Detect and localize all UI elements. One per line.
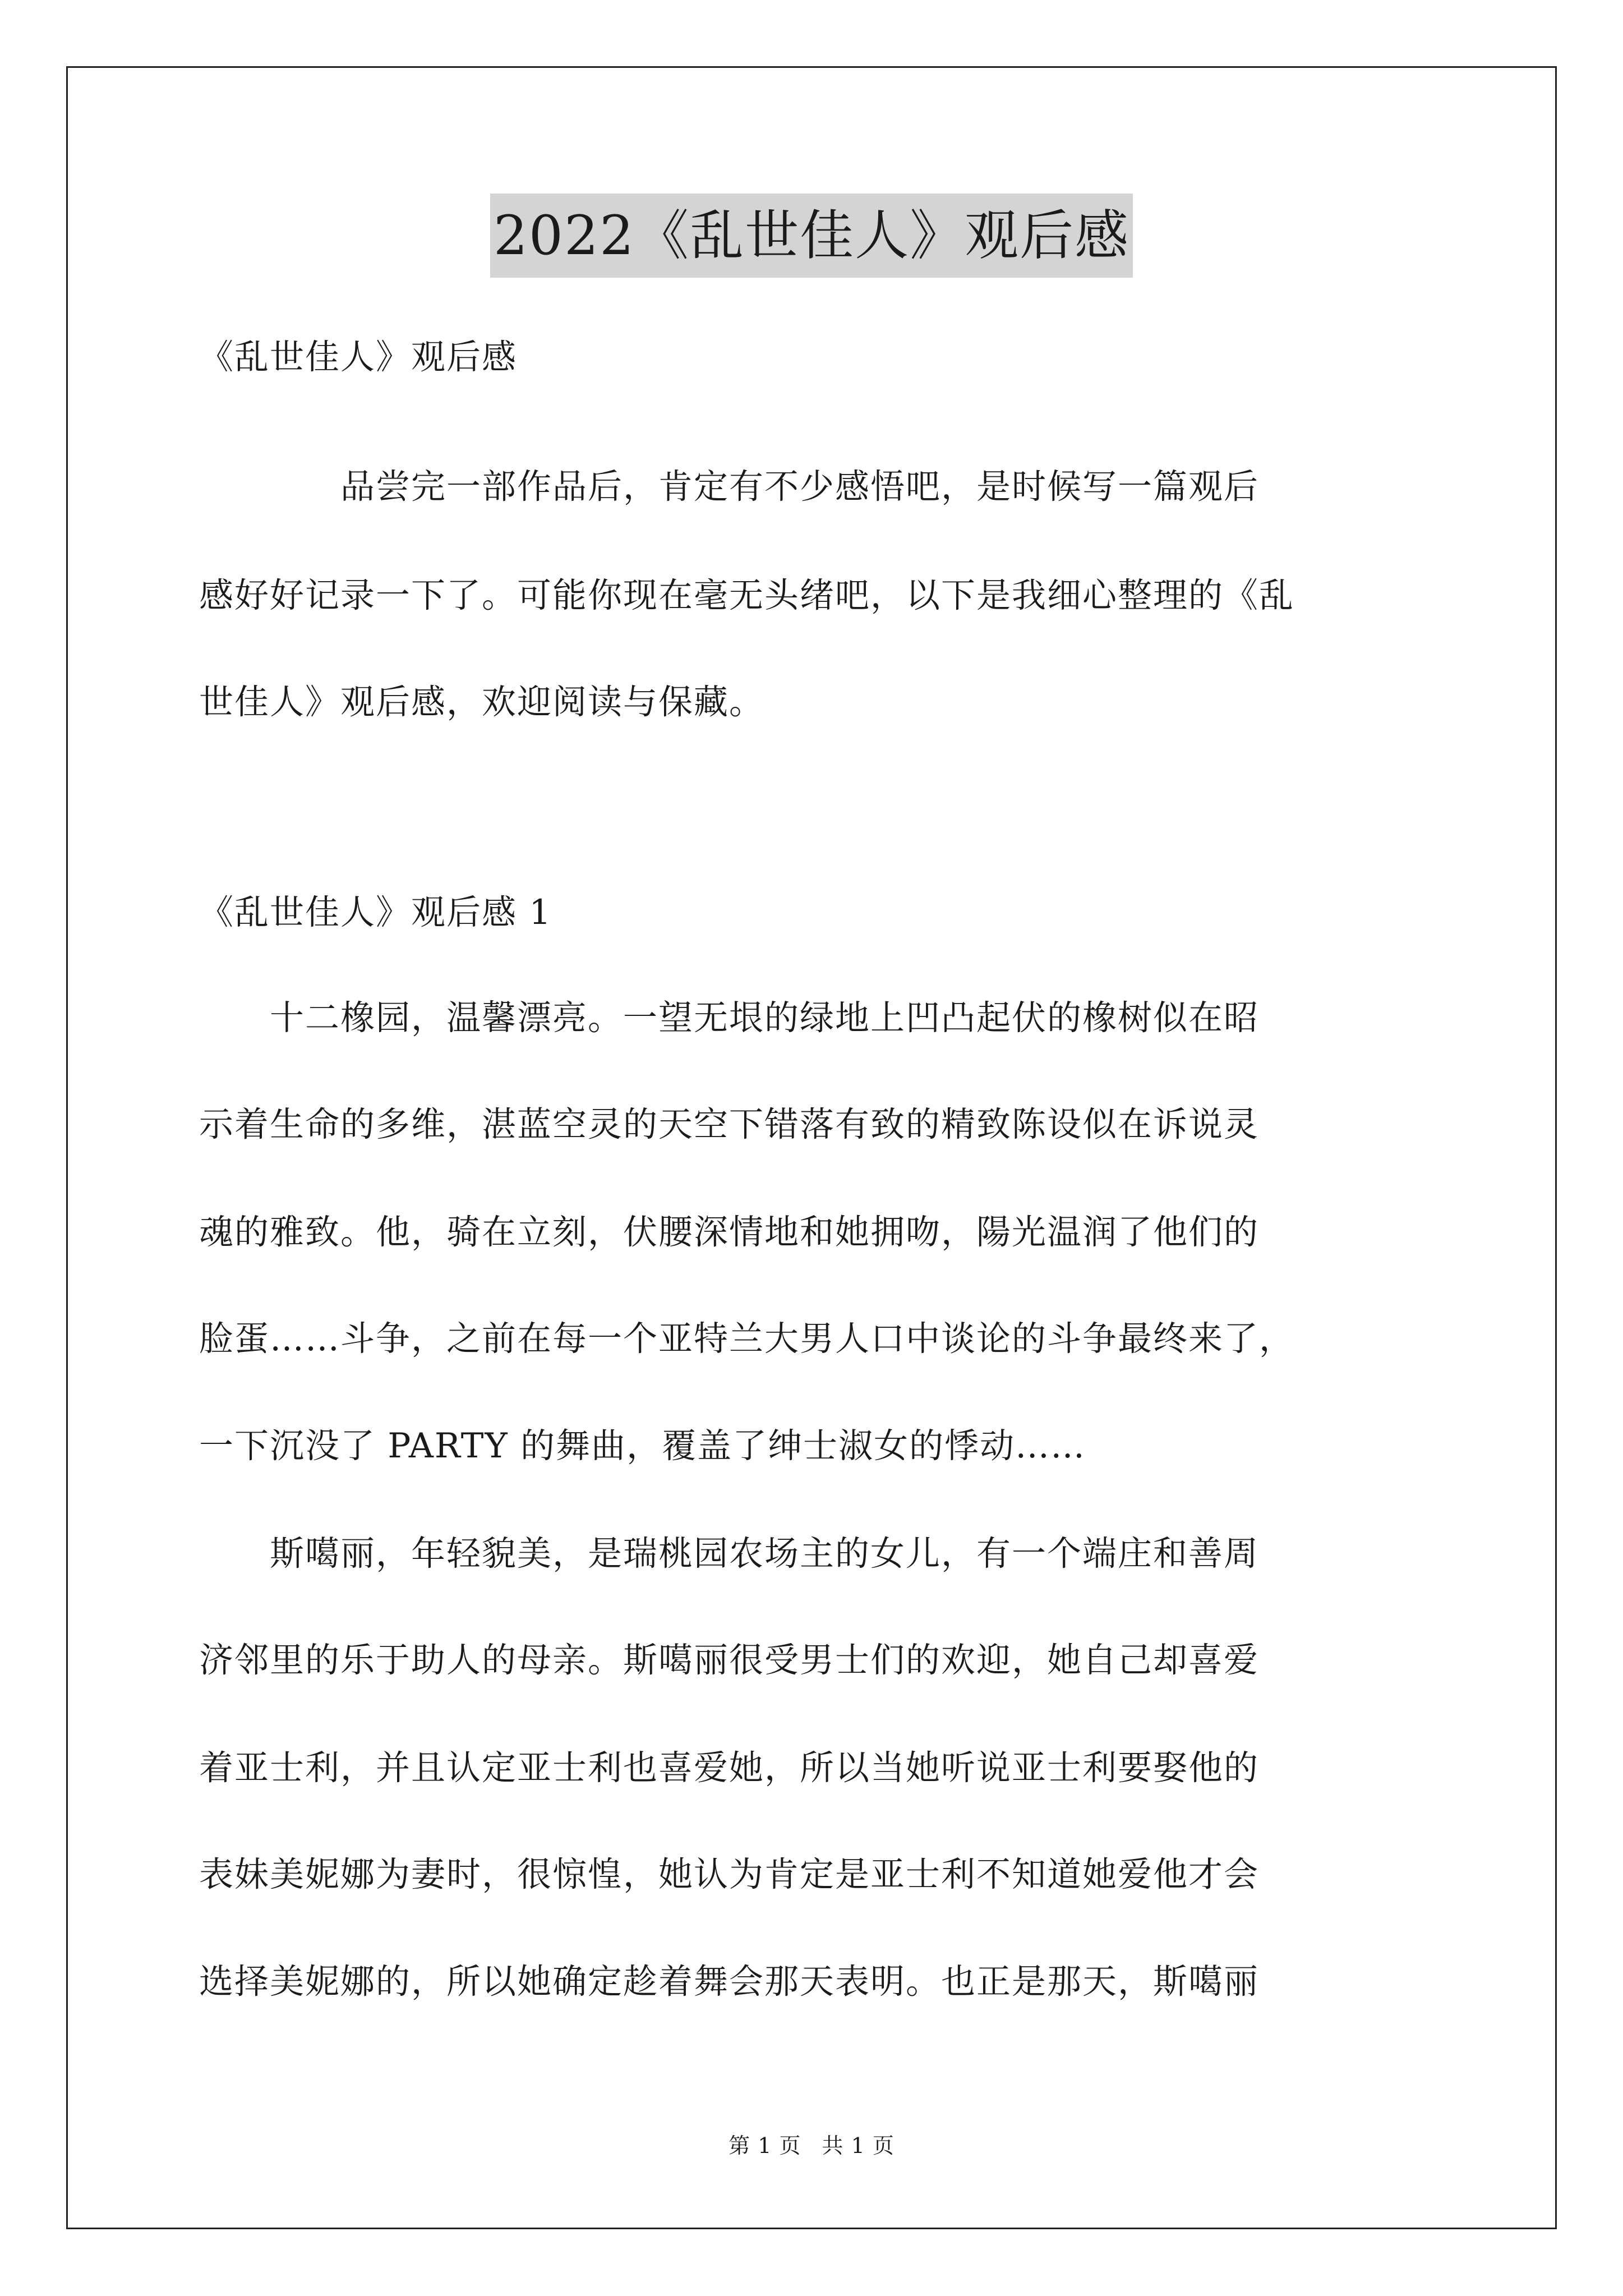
section-heading: 《乱世佳人》观后感 1: [199, 892, 552, 932]
text-line: 着亚士利，并且认定亚士利也喜爱她，所以当她听说亚士利要娶他的: [199, 1748, 1260, 1788]
page-total: 共 1 页: [822, 2133, 895, 2158]
page-number: 第 1 页: [728, 2133, 801, 2158]
title-container: [0, 194, 1623, 278]
text-line: 选择美妮娜的，所以她确定趁着舞会那天表明。也正是那天，斯噶丽: [199, 1962, 1260, 2001]
text-line: 品尝完一部作品后，肯定有不少感悟吧，是时候写一篇观后: [199, 467, 1260, 507]
text-line: 十二橡园，温馨漂亮。一望无垠的绿地上凹凸起伏的橡树似在昭: [199, 998, 1260, 1038]
page-footer: [0, 2129, 1623, 2162]
text-line: 一下沉没了 PARTY 的舞曲，覆盖了绅士淑女的悸动……: [199, 1426, 1086, 1466]
text-line: 济邻里的乐于助人的母亲。斯噶丽很受男士们的欢迎，她自己却喜爱: [199, 1640, 1260, 1680]
page-border: [66, 66, 1557, 2229]
text-line: 脸蛋……斗争，之前在每一个亚特兰大男人口中谈论的斗争最终来了，: [199, 1319, 1295, 1359]
text-line: 示着生命的多维，湛蓝空灵的天空下错落有致的精致陈设似在诉说灵: [199, 1105, 1260, 1144]
text-line: 斯噶丽，年轻貌美，是瑞桃园农场主的女儿，有一个端庄和善周: [199, 1534, 1260, 1573]
subtitle-line: 《乱世佳人》观后感: [199, 337, 518, 377]
text-line: 世佳人》观后感，欢迎阅读与保藏。: [199, 682, 765, 722]
text-line: 感好好记录一下了。可能你现在毫无头绪吧，以下是我细心整理的《乱: [199, 576, 1295, 615]
text-line: 表妹美妮娜为妻时，很惊惶，她认为肯定是亚士利不知道她爱他才会: [199, 1855, 1260, 1894]
text-line: 魂的雅致。他，骑在立刻，伏腰深情地和她拥吻，陽光温润了他们的: [199, 1212, 1260, 1252]
document-title: 2022《乱世佳人》观后感: [490, 194, 1133, 278]
